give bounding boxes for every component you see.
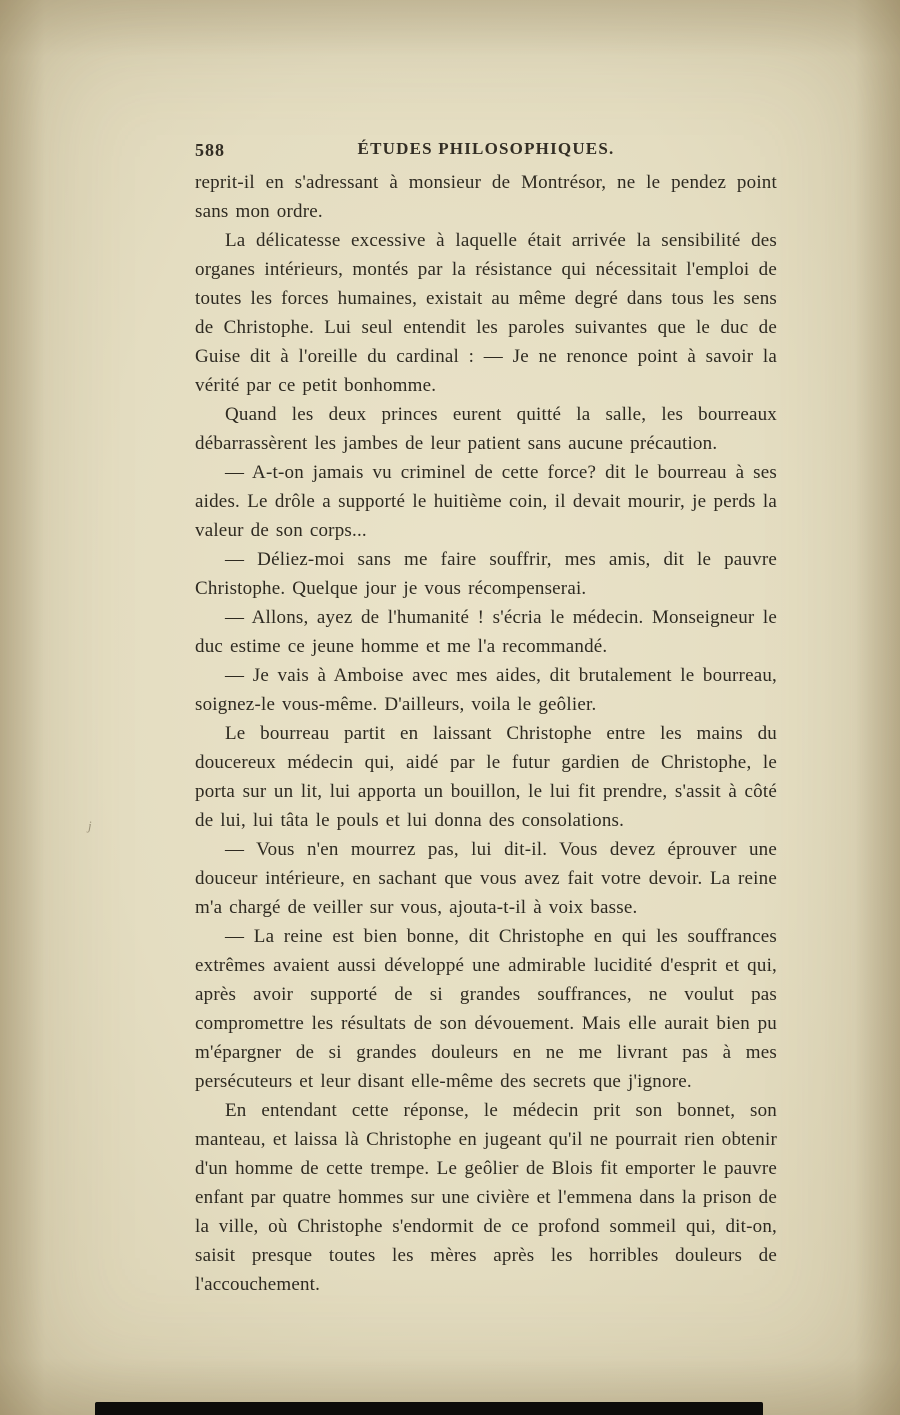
margin-mark: j: [88, 818, 92, 833]
paragraph: — Je vais à Amboise avec mes aides, dit brutalement le bourreau, soignez-le vous-même. D'ailleurs, voila le geôlier.: [195, 665, 777, 715]
paragraph: reprit-il en s'adressant à monsieur de Montrésor, ne le pendez point sans mon ordre.: [195, 172, 777, 222]
scan-artifact-bar: [95, 1402, 763, 1415]
paragraph: Quand les deux princes eurent quitté la salle, les bourreaux débarrassèrent les jambes de leur patient sans aucune précaution.: [195, 404, 777, 454]
paragraph: La délicatesse excessive à laquelle était arrivée la sensibilité des organes intérieurs, montés par la résistance qui nécessitait l'emploi de toutes les forces humaines, existait au même degré dans tous les sens de Christophe. Lui seul entendit les paroles suivantes que le duc de Guise dit à l'oreille du cardinal : — Je ne renonce point à savoir la vérité par ce petit bonhomme.: [195, 230, 777, 396]
paragraph: — Déliez-moi sans me faire souffrir, mes amis, dit le pauvre Christophe. Quelque jour je vous récompenserai.: [195, 549, 777, 599]
running-head-title: ÉTUDES PHILOSOPHIQUES.: [357, 139, 615, 158]
page-number: 588: [195, 140, 225, 160]
paragraph: Le bourreau partit en laissant Christophe entre les mains du doucereux médecin qui, aidé par le futur gardien de Christophe, le porta sur un lit, lui apporta un bouillon, le lui fit prendre, s'assit à côté de lui, lui tâta le pouls et lui donna des consolations.: [195, 723, 777, 831]
running-head: [195, 139, 777, 163]
paragraph: En entendant cette réponse, le médecin prit son bonnet, son manteau, et laissa là Christophe en jugeant qu'il ne pourrait rien obtenir d'un homme de cette trempe. Le geôlier de Blois fit emporter le pauvre enfant par quatre hommes sur une civière et l'emmena dans la prison de la ville, où Christophe s'endormit de ce profond sommeil qui, dit-on, saisit presque toutes les mères après les horribles douleurs de l'accouchement.: [195, 1100, 777, 1295]
text-block: [195, 168, 777, 1299]
paragraph: — A-t-on jamais vu criminel de cette force? dit le bourreau à ses aides. Le drôle a supporté le huitième coin, il devait mourir, je perds la valeur de son corps...: [195, 462, 777, 541]
paragraph: — Vous n'en mourrez pas, lui dit-il. Vous devez éprouver une douceur intérieure, en sachant que vous avez fait votre devoir. La reine m'a chargé de veiller sur vous, ajouta-t-il à voix basse.: [195, 839, 777, 918]
paragraph: — La reine est bien bonne, dit Christophe en qui les souffrances extrêmes avaient aussi développé une admirable lucidité d'esprit et qui, après avoir supporté de si grandes souffrances, ne voulut pas compromettre les résultats de son dévouement. Mais elle aurait bien pu m'épargner de si grandes douleurs en ne me livrant pas à mes persécuteurs et leur disant elle-même des secrets que j'ignore.: [195, 926, 777, 1092]
paragraph: — Allons, ayez de l'humanité ! s'écria le médecin. Monseigneur le duc estime ce jeune homme et me l'a recommandé.: [195, 607, 777, 657]
